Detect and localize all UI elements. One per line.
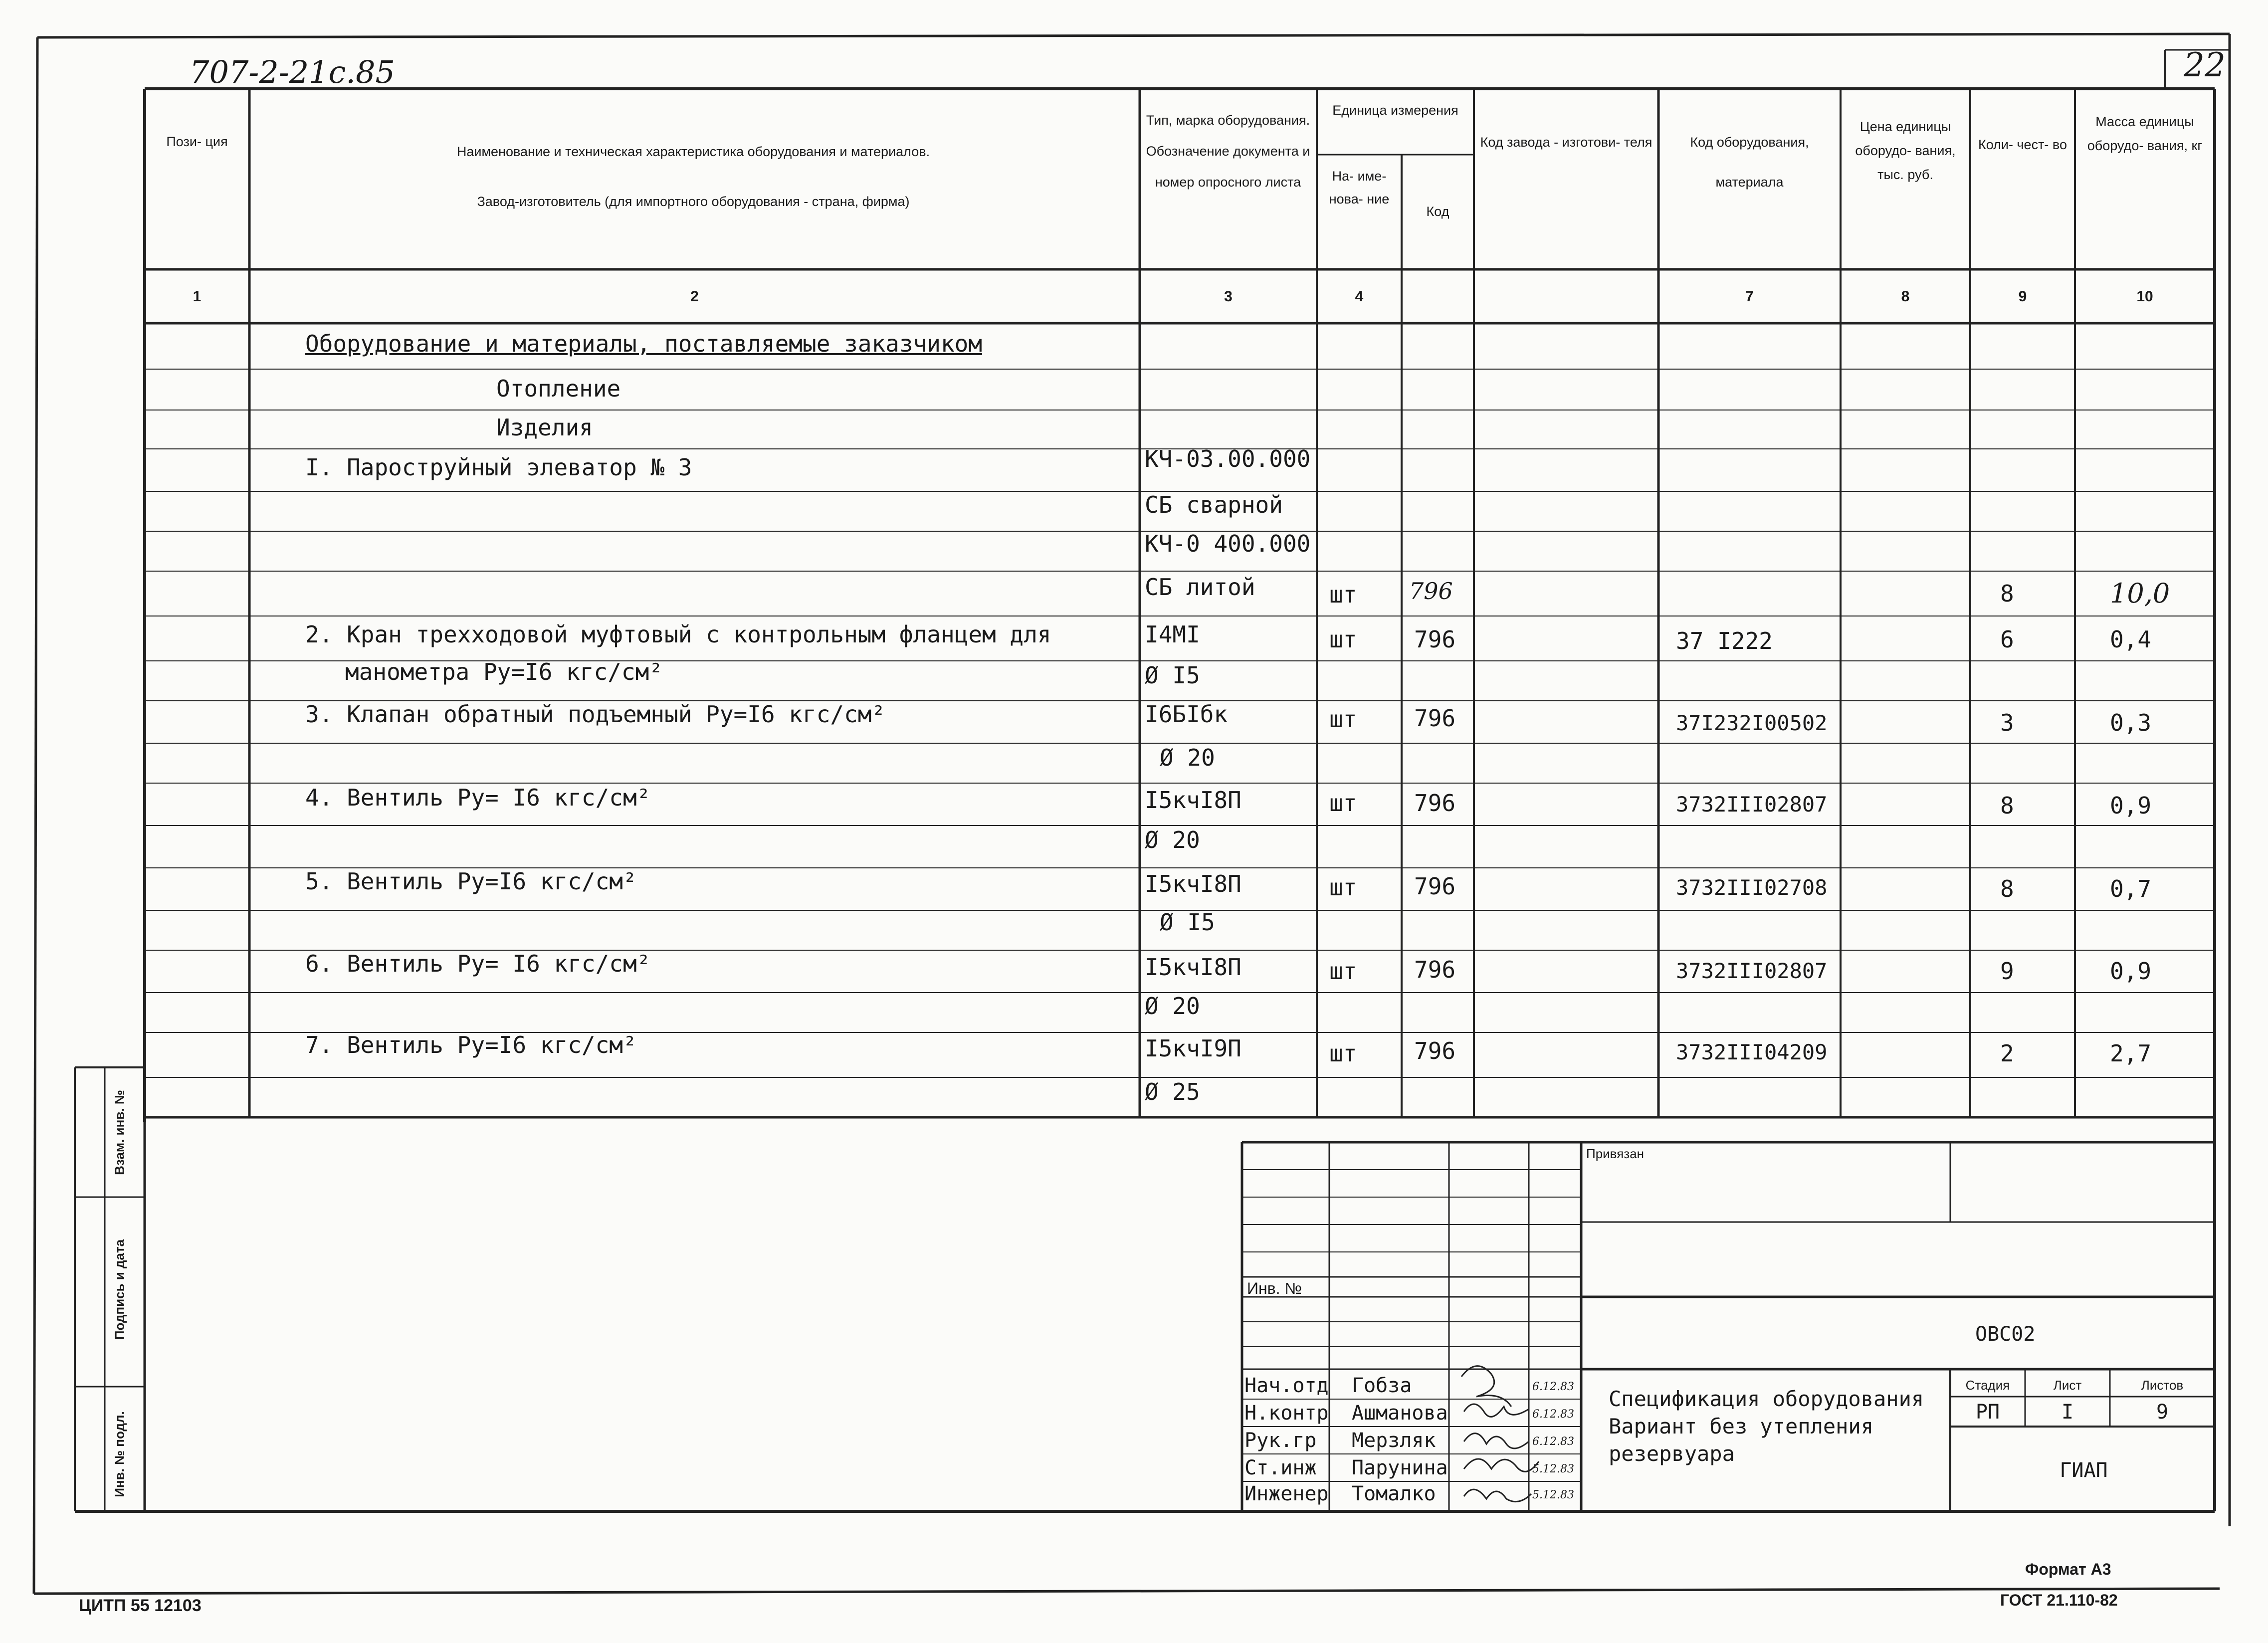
item-type: Ø 20 bbox=[1145, 993, 1200, 1020]
item-unit: шт bbox=[1329, 958, 1357, 985]
gost-label: ГОСТ 21.110-82 bbox=[2000, 1591, 2118, 1609]
header-name: Наименование и техническая характеристика оборудования и материалов. bbox=[456, 144, 930, 159]
item-name: 5. Вентиль Ру=I6 кгс/см² bbox=[305, 868, 637, 895]
item-type: I5кчI8П bbox=[1145, 954, 1241, 981]
person-name: Парунина bbox=[1352, 1456, 1448, 1479]
column-number: 8 bbox=[1901, 288, 1910, 305]
role-label: Ст.инж bbox=[1244, 1456, 1317, 1479]
item-mass: 10,0 bbox=[2110, 578, 2170, 609]
subsection-title: Отопление bbox=[496, 375, 621, 402]
item-type: СБ сварной bbox=[1145, 491, 1283, 518]
sheets-value: 9 bbox=[2156, 1401, 2169, 1424]
item-material-code: 3732III04209 bbox=[1676, 1040, 1828, 1064]
side-label-signature: Подпись и дата bbox=[112, 1239, 127, 1340]
header-quantity: Коли- чест- во bbox=[1978, 137, 2067, 152]
item-quantity: 9 bbox=[2000, 958, 2014, 985]
item-type: Ø I5 bbox=[1145, 662, 1200, 689]
sign-date: 6.12.83 bbox=[1532, 1381, 1574, 1393]
item-name: 2. Кран трехходовой муфтовый с контрольным фланцем для bbox=[305, 621, 1051, 648]
item-type: I5кчI9П bbox=[1145, 1035, 1241, 1062]
sign-date: 5.12.83 bbox=[1532, 1489, 1574, 1501]
item-unit: шт bbox=[1329, 790, 1357, 817]
header-price: Цена единицы оборудо- вания, тыс. руб. bbox=[1855, 119, 1956, 182]
header-type: Тип, марка оборудования. Обозначение документа и номер опросного листа bbox=[1146, 113, 1310, 190]
item-quantity: 6 bbox=[2000, 626, 2014, 653]
side-label-inv: Инв. № подл. bbox=[112, 1411, 127, 1497]
drawing-designation: ОВС02 bbox=[1975, 1323, 2036, 1346]
item-unit-code: 796 bbox=[1409, 578, 1453, 605]
item-type: Ø 20 bbox=[1160, 744, 1215, 771]
column-number: 1 bbox=[193, 288, 202, 305]
item-unit: шт bbox=[1329, 581, 1357, 608]
item-name: 6. Вентиль Ру= I6 кгс/см² bbox=[305, 950, 651, 977]
sheet-title-line3: резервуара bbox=[1609, 1441, 1735, 1466]
item-quantity: 2 bbox=[2000, 1040, 2014, 1067]
header-unit: Единица измерения bbox=[1332, 103, 1458, 118]
item-mass: 2,7 bbox=[2110, 1040, 2152, 1067]
item-quantity: 8 bbox=[2000, 875, 2014, 902]
item-mass: 0,9 bbox=[2110, 958, 2152, 985]
format-label: Формат А3 bbox=[2025, 1560, 2111, 1578]
item-material-code: 37I232I00502 bbox=[1676, 711, 1828, 735]
item-unit-code: 796 bbox=[1414, 626, 1456, 653]
item-mass: 0,7 bbox=[2110, 875, 2152, 902]
role-label: Рук.гр bbox=[1244, 1429, 1317, 1452]
item-unit-code: 796 bbox=[1414, 956, 1456, 983]
column-number: 9 bbox=[2018, 288, 2027, 305]
sheet-number: 22 bbox=[2184, 46, 2226, 84]
column-number: 7 bbox=[1745, 288, 1754, 305]
role-label: Нач.отд bbox=[1244, 1374, 1329, 1397]
item-material-code: 3732III02708 bbox=[1676, 875, 1828, 900]
role-label: Н.контр bbox=[1244, 1402, 1329, 1425]
item-name: 7. Вентиль Ру=I6 кгс/см² bbox=[305, 1031, 637, 1058]
sign-date: 6.12.83 bbox=[1532, 1408, 1574, 1421]
sign-date: 6.12.83 bbox=[1532, 1436, 1574, 1448]
item-mass: 0,3 bbox=[2110, 709, 2152, 736]
person-name: Гобза bbox=[1352, 1374, 1412, 1397]
item-type: КЧ-0 400.000 bbox=[1145, 530, 1311, 557]
subsection-title: Изделия bbox=[496, 414, 593, 441]
column-number: 10 bbox=[2136, 288, 2153, 305]
header-material-code: Код оборудования, материала bbox=[1690, 135, 1809, 190]
item-mass: 0,9 bbox=[2110, 792, 2152, 819]
item-unit-code: 796 bbox=[1414, 1037, 1456, 1064]
stage-value: РП bbox=[1975, 1401, 2000, 1424]
sign-date: 5.12.83 bbox=[1532, 1463, 1574, 1475]
item-type: Ø I5 bbox=[1160, 909, 1215, 936]
item-name: 3. Клапан обратный подъемный Ру=I6 кгс/см² bbox=[305, 701, 886, 728]
item-mass: 0,4 bbox=[2110, 626, 2152, 653]
item-name: манометра Ру=I6 кгс/см² bbox=[345, 658, 663, 685]
item-type: КЧ-03.00.000 bbox=[1145, 445, 1311, 472]
item-name: 4. Вентиль Ру= I6 кгс/см² bbox=[305, 784, 651, 811]
item-unit-code: 796 bbox=[1414, 790, 1456, 817]
person-name: Мерзляк bbox=[1352, 1429, 1436, 1452]
header-unit-code: Код bbox=[1426, 204, 1449, 219]
item-unit-code: 796 bbox=[1414, 873, 1456, 900]
header-manufacturer-code: Код завода - изготови- теля bbox=[1480, 135, 1652, 150]
document-code: 707-2-21с.85 bbox=[190, 54, 395, 90]
sheets-label: Листов bbox=[2141, 1378, 2184, 1393]
item-quantity: 3 bbox=[2000, 709, 2014, 736]
item-quantity: 8 bbox=[2000, 792, 2014, 819]
item-unit: шт bbox=[1329, 626, 1357, 653]
item-type: I5кчI8П bbox=[1145, 787, 1241, 814]
header-manufacturer: Завод-изготовитель (для импортного оборудования - страна, фирма) bbox=[477, 194, 910, 209]
item-unit-code: 796 bbox=[1414, 705, 1456, 732]
column-number: 2 bbox=[690, 288, 699, 305]
person-name: Ашманова bbox=[1352, 1402, 1448, 1425]
header-mass: Масса единицы оборудо- вания, кг bbox=[2087, 114, 2203, 153]
stamp-number: ЦИТП 55 12103 bbox=[79, 1596, 202, 1615]
column-number: 4 bbox=[1355, 288, 1364, 305]
organization: ГИАП bbox=[2060, 1459, 2108, 1482]
stage-label: Стадия bbox=[1965, 1378, 2010, 1393]
role-label: Инженер bbox=[1244, 1482, 1329, 1505]
item-unit: шт bbox=[1329, 1040, 1357, 1067]
header-unit-name: На- име- нова- ние bbox=[1329, 169, 1390, 206]
item-name: I. Пароструйный элеватор № 3 bbox=[305, 454, 692, 481]
item-type: Ø 25 bbox=[1145, 1078, 1200, 1105]
sheet-value: I bbox=[2061, 1401, 2074, 1424]
item-type: I5кчI8П bbox=[1145, 870, 1241, 897]
column-number: 3 bbox=[1224, 288, 1233, 305]
item-type: I6БIбк bbox=[1145, 701, 1228, 728]
header-position: Пози- ция bbox=[166, 134, 228, 149]
sheet-title-line2: Вариант без утепления bbox=[1609, 1414, 1874, 1438]
item-type: I4MI bbox=[1145, 621, 1200, 648]
section-title: Оборудование и материалы, поставляемые заказчиком bbox=[305, 330, 983, 357]
person-name: Томалко bbox=[1352, 1482, 1436, 1505]
item-quantity: 8 bbox=[2000, 580, 2014, 607]
item-type: Ø 20 bbox=[1145, 826, 1200, 853]
sheet-label: Лист bbox=[2053, 1378, 2082, 1393]
item-material-code: 3732III02807 bbox=[1676, 792, 1828, 817]
sheet-title-line1: Спецификация оборудования bbox=[1609, 1387, 1924, 1411]
item-material-code: 37 I222 bbox=[1676, 627, 1773, 654]
item-unit: шт bbox=[1329, 874, 1357, 901]
privyazan-label: Привязан bbox=[1586, 1146, 1645, 1161]
side-label-replace: Взам. инв. № bbox=[112, 1090, 127, 1175]
item-unit: шт bbox=[1329, 706, 1357, 733]
inv-number-label: Инв. № bbox=[1247, 1279, 1302, 1297]
item-material-code: 3732III02807 bbox=[1676, 959, 1828, 983]
item-type: СБ литой bbox=[1145, 574, 1255, 601]
